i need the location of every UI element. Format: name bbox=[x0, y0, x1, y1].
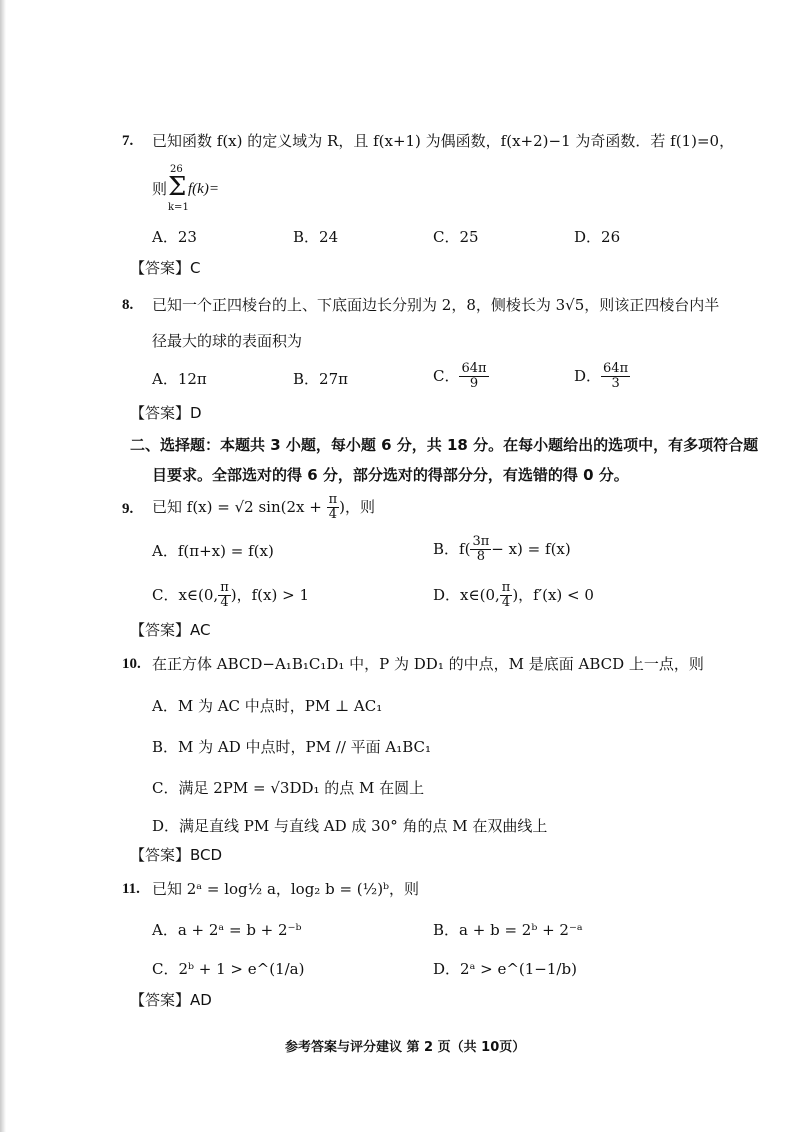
q9-option-d-fraction bbox=[500, 581, 513, 609]
q9-option-d-numerator: π bbox=[501, 580, 511, 595]
q11-option-a: A．a + 2ᵃ = b + 2⁻ᵇ bbox=[152, 921, 302, 939]
q8-option-d-denominator: 3 bbox=[611, 375, 620, 391]
q11-stem: 已知 2ᵃ = log½ a，log₂ b = (½)ᵇ，则 bbox=[152, 880, 420, 898]
q7-option-c: C．25 bbox=[433, 228, 479, 246]
q9-option-c-suffix: )，f(x) > 1 bbox=[230, 586, 309, 605]
q8-option-d-numerator: 64π bbox=[603, 361, 629, 376]
q10-stem: 在正方体 ABCD−A₁B₁C₁D₁ 中，P 为 DD₁ 的中点，M 是底面 ABCD 上一点，则 bbox=[152, 655, 704, 673]
q11-option-b: B．a + b = 2ᵇ + 2⁻ᵃ bbox=[433, 921, 583, 939]
q8-option-c bbox=[433, 362, 489, 390]
q9-option-c-denominator: 4 bbox=[220, 594, 229, 610]
q7-number: 7. bbox=[122, 133, 134, 149]
q9-stem-prefix: 已知 f(x) = √2 sin(2x + bbox=[152, 498, 327, 517]
q9-answer: 【答案】AC bbox=[130, 621, 211, 639]
q8-option-d-label: D． bbox=[574, 367, 602, 386]
page-footer: 参考答案与评分建议 第 2 页（共 10页） bbox=[285, 1040, 526, 1055]
q7-sum-upper: 26 bbox=[170, 164, 183, 175]
q11-answer: 【答案】AD bbox=[130, 991, 212, 1009]
q9-option-c-numerator: π bbox=[220, 580, 229, 595]
q9-stem-fraction bbox=[327, 493, 340, 521]
q9-option-d bbox=[433, 581, 594, 609]
q7-sum-lower: k=1 bbox=[168, 202, 189, 213]
q8-answer: 【答案】D bbox=[130, 404, 202, 422]
q10-option-b: B．M 为 AD 中点时，PM // 平面 A₁BC₁ bbox=[152, 738, 432, 756]
q11-option-c: C．2ᵇ + 1 > e^(1/a) bbox=[152, 960, 305, 978]
q7-option-d: D．26 bbox=[574, 228, 621, 246]
q11-number: 11. bbox=[122, 881, 140, 897]
q11-option-d: D．2ᵃ > e^(1−1/b) bbox=[433, 960, 577, 978]
q8-stem-line2: 径最大的球的表面积为 bbox=[152, 332, 303, 350]
q8-stem-line1: 已知一个正四棱台的上、下底面边长分别为 2，8，侧棱长为 3√5，则该正四棱台内半 bbox=[152, 296, 720, 314]
q7-sum-expr: f(k)= bbox=[188, 181, 219, 197]
q8-number: 8. bbox=[122, 297, 134, 313]
q9-option-b-suffix: − x) = f(x) bbox=[491, 540, 571, 559]
q8-option-c-label: C． bbox=[433, 367, 460, 386]
section2-line2: 目要求。全部选对的得 6 分，部分选对的得部分分，有选错的得 0 分。 bbox=[152, 466, 629, 484]
q7-answer: 【答案】C bbox=[130, 259, 201, 277]
q10-option-c: C．满足 2PM = √3DD₁ 的点 M 在圆上 bbox=[152, 779, 425, 797]
q9-stem bbox=[152, 493, 375, 521]
q8-option-d-fraction bbox=[601, 362, 630, 390]
q8-option-b: B．27π bbox=[293, 370, 348, 388]
q7-option-a: A．23 bbox=[152, 228, 197, 246]
q9-option-b bbox=[433, 535, 571, 563]
q9-number: 9. bbox=[122, 501, 134, 517]
q9-stem-suffix: )，则 bbox=[339, 498, 375, 517]
section2-line1: 二、选择题：本题共 3 小题，每小题 6 分，共 18 分。在每小题给出的选项中，有多项符合题 bbox=[130, 436, 759, 454]
q9-stem-fraction-numerator: π bbox=[328, 492, 338, 507]
q9-option-c-prefix: C．x∈(0, bbox=[152, 586, 219, 605]
q9-option-a: A．f(π+x) = f(x) bbox=[152, 542, 274, 560]
q9-option-b-fraction bbox=[470, 535, 491, 563]
q9-option-d-prefix: D．x∈(0, bbox=[433, 586, 500, 605]
q9-option-c-fraction bbox=[218, 581, 231, 609]
q7-sum-symbol: Σ bbox=[168, 172, 187, 202]
q9-option-d-suffix: )，f′(x) < 0 bbox=[512, 586, 594, 605]
q9-option-d-denominator: 4 bbox=[501, 594, 511, 610]
q10-option-d: D．满足直线 PM 与直线 AD 成 30° 角的点 M 在双曲线上 bbox=[152, 817, 548, 835]
q9-option-b-denominator: 8 bbox=[476, 548, 485, 564]
q8-option-a: A．12π bbox=[152, 370, 207, 388]
q7-option-b: B．24 bbox=[293, 228, 339, 246]
q7-stem-line2-prefix: 则 bbox=[152, 180, 168, 198]
q9-option-c bbox=[152, 581, 309, 609]
scan-edge-shadow bbox=[0, 0, 6, 1132]
q9-stem-fraction-denominator: 4 bbox=[328, 506, 337, 522]
q9-option-b-prefix: B．f( bbox=[433, 540, 471, 559]
q8-option-d bbox=[574, 362, 630, 390]
q8-option-c-denominator: 9 bbox=[469, 375, 479, 391]
q9-option-b-numerator: 3π bbox=[472, 534, 490, 549]
q7-stem-line1: 已知函数 f(x) 的定义域为 R，且 f(x+1) 为偶函数，f(x+2)−1 为奇函数．若 f(1)=0， bbox=[152, 132, 735, 150]
q10-answer: 【答案】BCD bbox=[130, 846, 223, 864]
q8-option-c-fraction bbox=[459, 362, 488, 390]
q10-number: 10. bbox=[122, 656, 141, 672]
q10-option-a: A．M 为 AC 中点时，PM ⊥ AC₁ bbox=[152, 697, 383, 715]
q8-option-c-numerator: 64π bbox=[461, 361, 487, 376]
